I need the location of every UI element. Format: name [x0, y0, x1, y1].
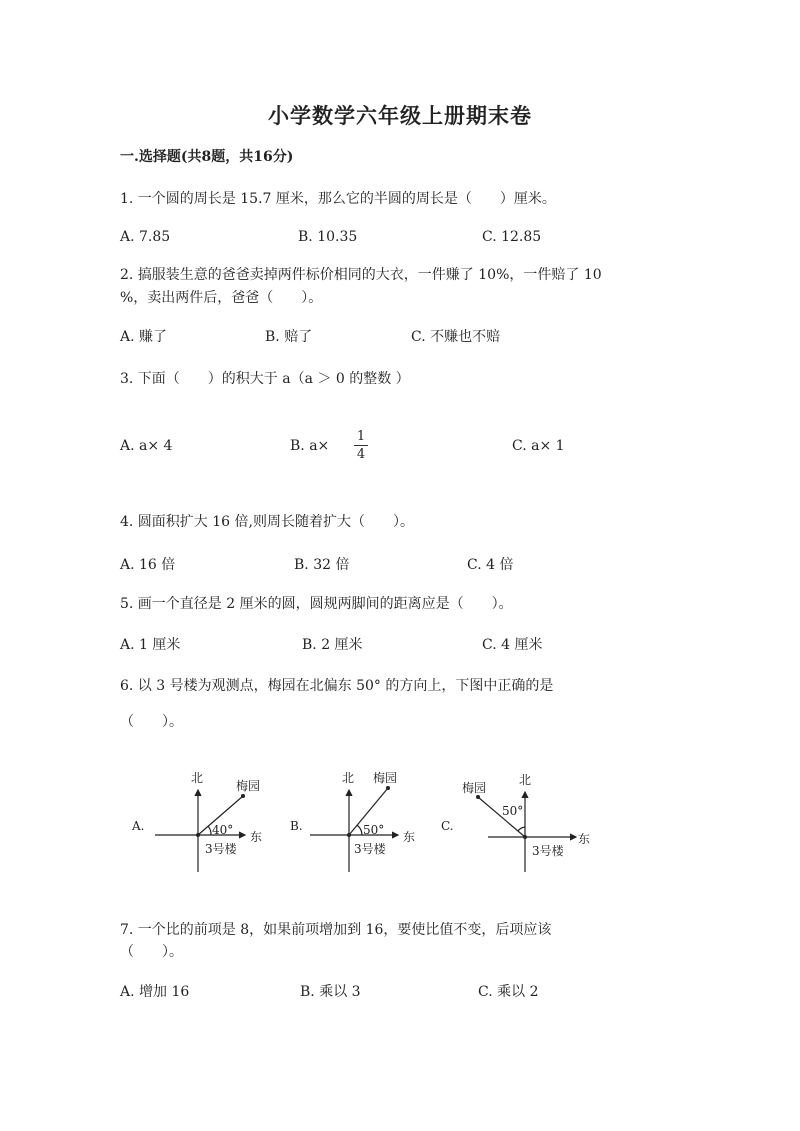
- target-point-b: [386, 786, 390, 790]
- diagram-b-origin: 3号楼: [354, 842, 386, 856]
- diagram-a-east: 东: [250, 830, 263, 844]
- target-point-a: [241, 794, 245, 798]
- question-2-line-1: 2. 搞服装生意的爸爸卖掉两件标价相同的大衣，一件赚了 10%，一件赔了 10: [120, 267, 602, 283]
- diagram-b-axes: [310, 788, 398, 872]
- q2-option-c[interactable]: C. 不赚也不赔: [411, 329, 501, 345]
- origin-point-a: [196, 833, 200, 837]
- diagram-a-north: 北: [191, 771, 204, 785]
- diagram-b-label[interactable]: B.: [290, 819, 303, 833]
- question-4: 4. 圆面积扩大 16 倍,则周长随着扩大（ ）。: [120, 514, 414, 530]
- diagram-a-target: 梅园: [236, 779, 261, 793]
- q1-option-a[interactable]: A. 7.85: [120, 229, 171, 245]
- diagram-a-origin: 3号楼: [205, 842, 237, 856]
- diagram-a-label[interactable]: A.: [132, 819, 145, 833]
- question-3: 3. 下面（ ）的积大于 a（a ＞ 0 的整数 ）: [120, 371, 410, 387]
- question-7-line-2: （ ）。: [120, 944, 183, 960]
- question-1: 1. 一个圆的周长是 15.7 厘米，那么它的半圆的周长是（ ）厘米。: [120, 191, 556, 207]
- q4-option-c[interactable]: C. 4 倍: [467, 557, 514, 573]
- diagram-b-north: 北: [342, 771, 355, 785]
- question-7-line-1: 7. 一个比的前项是 8，如果前项增加到 16，要使比值不变，后项应该: [120, 922, 552, 938]
- fraction-denominator: 4: [356, 447, 366, 462]
- q1-option-b[interactable]: B. 10.35: [298, 229, 358, 245]
- diagram-a-angle: 40°: [212, 823, 234, 837]
- question-5: 5. 画一个直径是 2 厘米的圆，圆规两脚间的距离应是（ ）。: [120, 596, 513, 612]
- q3-option-a[interactable]: A. a× 4: [120, 438, 173, 454]
- q7-option-b[interactable]: B. 乘以 3: [300, 984, 361, 1000]
- diagram-c-axes: [478, 792, 576, 872]
- diagram-b-angle: 50°: [363, 823, 385, 837]
- q3-option-c[interactable]: C. a× 1: [512, 438, 565, 454]
- target-point-c: [476, 795, 480, 799]
- page-title: 小学数学六年级上册期末卷: [268, 103, 532, 128]
- diagram-c-north: 北: [519, 773, 532, 787]
- origin-point-c: [523, 835, 527, 839]
- q3-option-b[interactable]: B. a×: [290, 438, 330, 454]
- diagram-b-east: 东: [403, 830, 416, 844]
- q5-option-b[interactable]: B. 2 厘米: [302, 637, 363, 653]
- diagram-c-target: 梅园: [462, 781, 487, 795]
- q1-option-c[interactable]: C. 12.85: [482, 229, 542, 245]
- q2-option-a[interactable]: A. 赚了: [120, 329, 168, 345]
- diagram-c-east: 东: [578, 832, 591, 846]
- q4-option-b[interactable]: B. 32 倍: [294, 557, 350, 573]
- question-6-line-2: （ ）。: [120, 714, 183, 730]
- q7-option-a[interactable]: A. 增加 16: [120, 984, 190, 1000]
- fraction-numerator: 1: [356, 429, 366, 444]
- question-2-line-2: %，卖出两件后，爸爸（ ）。: [120, 290, 323, 306]
- origin-point-b: [347, 833, 351, 837]
- q2-option-b[interactable]: B. 赔了: [265, 329, 313, 345]
- diagram-c-label[interactable]: C.: [441, 819, 454, 833]
- question-6-line-1: 6. 以 3 号楼为观测点，梅园在北偏东 50° 的方向上，下图中正确的是: [120, 678, 554, 694]
- section-heading: 一.选择题(共8题，共16分): [120, 149, 294, 165]
- q4-option-a[interactable]: A. 16 倍: [120, 557, 176, 573]
- diagram-c-angle: 50°: [502, 804, 524, 818]
- q7-option-c[interactable]: C. 乘以 2: [478, 984, 539, 1000]
- q5-option-c[interactable]: C. 4 厘米: [482, 637, 543, 653]
- diagram-c-origin: 3号楼: [532, 844, 564, 858]
- diagram-b-target: 梅园: [373, 771, 398, 785]
- q5-option-a[interactable]: A. 1 厘米: [120, 637, 181, 653]
